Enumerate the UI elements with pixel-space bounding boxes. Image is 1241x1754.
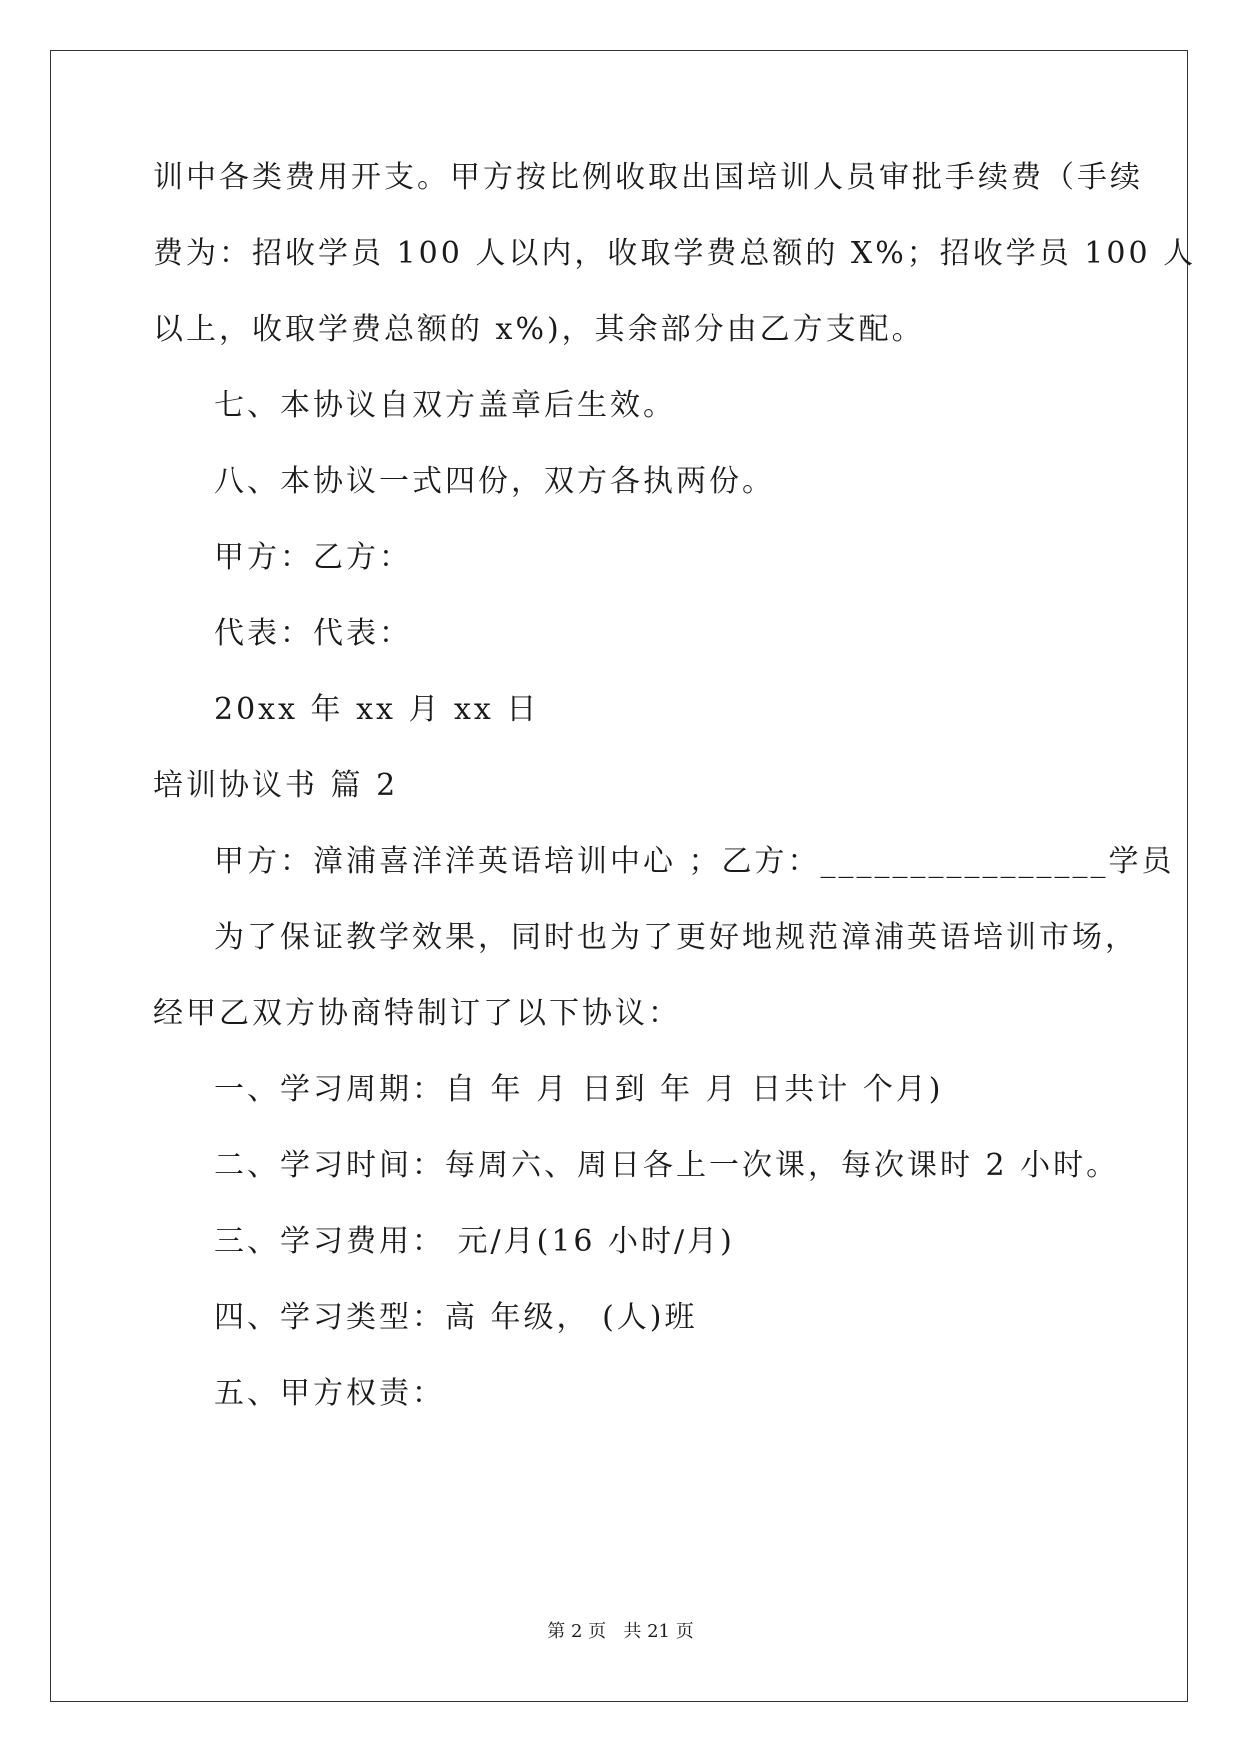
clause-two: 二、学习时间：每周六、周日各上一次课，每次课时 2 小时。 bbox=[214, 1148, 1120, 1183]
preamble-line-2: 经甲乙双方协商特制订了以下协议： bbox=[153, 996, 681, 1031]
representative-line: 代表：代表： bbox=[214, 616, 412, 651]
page-number-footer: 第 2 页 共 21 页 bbox=[547, 1621, 694, 1642]
text-line-1: 训中各类费用开支。甲方按比例收取出国培训人员审批手续费（手续 bbox=[153, 160, 1143, 195]
text-line-3: 以上，收取学费总额的 x%)，其余部分由乙方支配。 bbox=[153, 312, 925, 347]
text-line-2: 费为：招收学员 100 人以内，收取学费总额的 X%；招收学员 100 人 bbox=[153, 236, 1197, 271]
clause-seven: 七、本协议自双方盖章后生效。 bbox=[214, 388, 676, 423]
clause-one: 一、学习周期：自 年 月 日到 年 月 日共计 个月) bbox=[214, 1072, 944, 1107]
parties-declaration: 甲方：漳浦喜洋洋英语培训中心 ；乙方：________________学员 bbox=[214, 844, 1175, 879]
preamble-line-1: 为了保证教学效果，同时也为了更好地规范漳浦英语培训市场， bbox=[214, 920, 1138, 955]
clause-five: 五、甲方权责： bbox=[214, 1376, 445, 1411]
clause-eight: 八、本协议一式四份，双方各执两份。 bbox=[214, 464, 775, 499]
clause-three: 三、学习费用： 元/月(16 小时/月) bbox=[214, 1224, 735, 1259]
section-title: 培训协议书 篇 2 bbox=[153, 768, 399, 803]
party-line: 甲方：乙方： bbox=[214, 540, 412, 575]
clause-four: 四、学习类型：高 年级， (人)班 bbox=[214, 1300, 698, 1335]
date-line: 20xx 年 xx 月 xx 日 bbox=[214, 692, 540, 727]
